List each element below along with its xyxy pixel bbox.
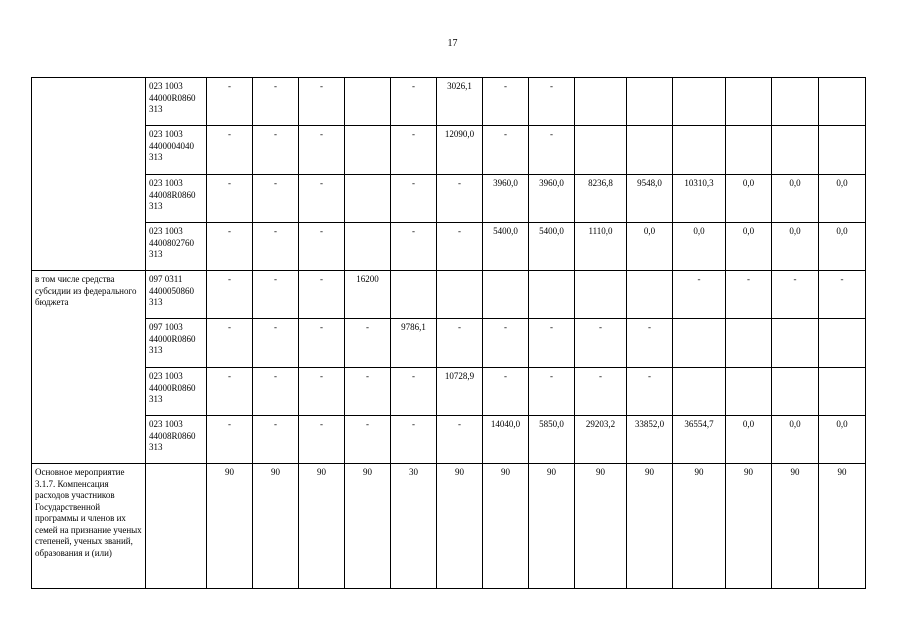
page-number: 17	[447, 38, 458, 49]
value-cell: -	[253, 175, 299, 223]
value-cell	[673, 368, 726, 416]
value-cell: 90	[483, 464, 529, 589]
table-row	[32, 319, 866, 368]
value-cell: 90	[253, 464, 299, 589]
value-cell: -	[391, 416, 437, 464]
table-row	[32, 464, 866, 589]
value-cell: -	[529, 78, 575, 126]
budget-code: 023 1003 44000R0860 313	[146, 368, 207, 416]
row-label: в том числе средства субсидии из федерального бюджета	[32, 271, 146, 464]
value-cell	[673, 78, 726, 126]
value-cell: -	[207, 223, 253, 271]
value-cell: -	[207, 416, 253, 464]
value-cell: -	[437, 175, 483, 223]
value-cell	[575, 126, 627, 175]
value-cell: -	[299, 175, 345, 223]
value-cell: 0,0	[772, 175, 819, 223]
budget-code: 097 0311 4400050860 313	[146, 271, 207, 319]
value-cell: -	[391, 368, 437, 416]
value-cell: -	[529, 126, 575, 175]
value-cell: -	[391, 78, 437, 126]
value-cell: -	[529, 368, 575, 416]
value-cell: -	[726, 271, 772, 319]
table-row	[32, 126, 866, 175]
value-cell: -	[345, 319, 391, 368]
value-cell: -	[253, 223, 299, 271]
value-cell: -	[299, 319, 345, 368]
value-cell: 0,0	[819, 416, 866, 464]
value-cell: -	[437, 223, 483, 271]
value-cell	[627, 271, 673, 319]
value-cell: 90	[345, 464, 391, 589]
value-cell	[529, 271, 575, 319]
value-cell: 3026,1	[437, 78, 483, 126]
value-cell: -	[207, 175, 253, 223]
value-cell: 0,0	[819, 223, 866, 271]
budget-table	[31, 77, 866, 589]
value-cell: -	[575, 319, 627, 368]
value-cell: -	[437, 416, 483, 464]
value-cell: -	[529, 319, 575, 368]
value-cell: -	[391, 223, 437, 271]
value-cell	[819, 319, 866, 368]
budget-code: 023 1003 44008R0860 313	[146, 416, 207, 464]
value-cell: -	[299, 271, 345, 319]
value-cell: 0,0	[726, 416, 772, 464]
value-cell	[391, 271, 437, 319]
value-cell: 90	[726, 464, 772, 589]
value-cell: 10728,9	[437, 368, 483, 416]
budget-code: 023 1003 4400802760 313	[146, 223, 207, 271]
value-cell: 0,0	[673, 223, 726, 271]
value-cell: -	[437, 319, 483, 368]
value-cell: 90	[772, 464, 819, 589]
budget-code: 023 1003 44008R0860 313	[146, 175, 207, 223]
value-cell: 12090,0	[437, 126, 483, 175]
table-row	[32, 223, 866, 271]
value-cell: -	[627, 368, 673, 416]
table-row	[32, 416, 866, 464]
value-cell: 10310,3	[673, 175, 726, 223]
value-cell	[726, 126, 772, 175]
budget-code: 097 1003 44000R0860 313	[146, 319, 207, 368]
value-cell	[627, 78, 673, 126]
value-cell: 1110,0	[575, 223, 627, 271]
value-cell: -	[253, 271, 299, 319]
value-cell: 90	[437, 464, 483, 589]
value-cell: 5400,0	[529, 223, 575, 271]
value-cell: -	[253, 319, 299, 368]
value-cell	[726, 319, 772, 368]
value-cell: -	[207, 368, 253, 416]
value-cell	[673, 319, 726, 368]
budget-code: 023 1003 44000R0860 313	[146, 78, 207, 126]
value-cell: 14040,0	[483, 416, 529, 464]
value-cell: -	[299, 223, 345, 271]
table-row	[32, 368, 866, 416]
value-cell: -	[483, 78, 529, 126]
value-cell: 29203,2	[575, 416, 627, 464]
value-cell: -	[483, 368, 529, 416]
value-cell: 90	[673, 464, 726, 589]
value-cell	[673, 126, 726, 175]
table-row	[32, 175, 866, 223]
value-cell: 90	[529, 464, 575, 589]
value-cell: 0,0	[819, 175, 866, 223]
value-cell: -	[345, 416, 391, 464]
value-cell	[819, 78, 866, 126]
value-cell	[819, 126, 866, 175]
value-cell: 5850,0	[529, 416, 575, 464]
value-cell: 90	[819, 464, 866, 589]
value-cell: 0,0	[726, 223, 772, 271]
value-cell: -	[575, 368, 627, 416]
value-cell: -	[772, 271, 819, 319]
value-cell: -	[207, 126, 253, 175]
value-cell	[819, 368, 866, 416]
value-cell: -	[299, 368, 345, 416]
value-cell: -	[627, 319, 673, 368]
value-cell: 33852,0	[627, 416, 673, 464]
value-cell	[772, 126, 819, 175]
budget-code	[146, 464, 207, 589]
value-cell: 5400,0	[483, 223, 529, 271]
value-cell	[437, 271, 483, 319]
value-cell: -	[207, 271, 253, 319]
value-cell: 90	[627, 464, 673, 589]
value-cell	[345, 126, 391, 175]
value-cell: -	[299, 78, 345, 126]
value-cell: -	[391, 126, 437, 175]
budget-code: 023 1003 4400004040 313	[146, 126, 207, 175]
value-cell: -	[819, 271, 866, 319]
value-cell	[726, 78, 772, 126]
value-cell: -	[253, 416, 299, 464]
value-cell: -	[207, 319, 253, 368]
value-cell: 90	[575, 464, 627, 589]
value-cell: -	[483, 319, 529, 368]
value-cell	[345, 78, 391, 126]
value-cell	[575, 271, 627, 319]
value-cell	[575, 78, 627, 126]
value-cell	[726, 368, 772, 416]
value-cell: 90	[207, 464, 253, 589]
value-cell: -	[345, 368, 391, 416]
value-cell: -	[483, 126, 529, 175]
value-cell: -	[253, 126, 299, 175]
value-cell: -	[253, 368, 299, 416]
value-cell: 0,0	[726, 175, 772, 223]
value-cell	[772, 319, 819, 368]
value-cell: -	[299, 126, 345, 175]
value-cell: 3960,0	[483, 175, 529, 223]
value-cell: 0,0	[772, 223, 819, 271]
row-label	[32, 78, 146, 271]
value-cell	[772, 78, 819, 126]
value-cell	[627, 126, 673, 175]
value-cell	[483, 271, 529, 319]
value-cell: 16200	[345, 271, 391, 319]
table-row	[32, 78, 866, 126]
value-cell: -	[673, 271, 726, 319]
value-cell: 9548,0	[627, 175, 673, 223]
value-cell: -	[253, 78, 299, 126]
value-cell: -	[299, 416, 345, 464]
value-cell: 0,0	[627, 223, 673, 271]
value-cell: 0,0	[772, 416, 819, 464]
row-label: Основное мероприятие 3.1.7. Компенсация расходов участников Государственной программы и членов их семей на признание ученых степеней, ученых званий, образования и (или)	[32, 464, 146, 589]
table-row	[32, 271, 866, 319]
value-cell: -	[207, 78, 253, 126]
value-cell: 36554,7	[673, 416, 726, 464]
value-cell	[345, 175, 391, 223]
value-cell: 9786,1	[391, 319, 437, 368]
value-cell: 30	[391, 464, 437, 589]
value-cell	[772, 368, 819, 416]
value-cell: 3960,0	[529, 175, 575, 223]
value-cell	[345, 223, 391, 271]
value-cell: 90	[299, 464, 345, 589]
value-cell: 8236,8	[575, 175, 627, 223]
value-cell: -	[391, 175, 437, 223]
